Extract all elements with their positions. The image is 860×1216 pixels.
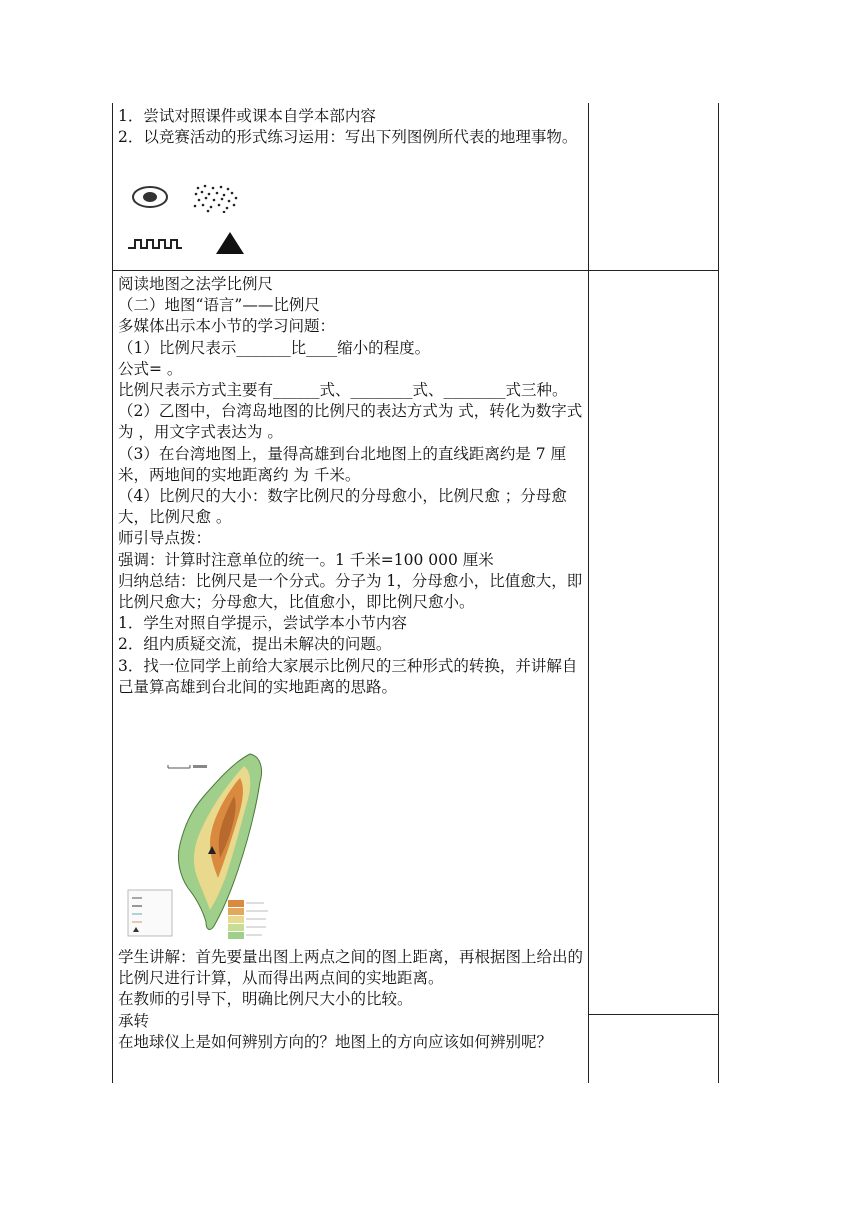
legend-icons-row-2 [128,230,268,262]
text-line: 在教师的引导下，明确比例尺大小的比较。 [118,990,413,1009]
section-heading: 阅读地图之法学比例尺 [118,275,274,293]
question-line: （2）乙图中，台湾岛地图的比例尺的表达方式为 式，转化为数字式为 ，用文字式表达为 。 [118,402,583,442]
map-legend-box [128,890,172,936]
railway-icon [128,240,182,248]
map-elevation-legend [228,900,268,939]
table-row-divider [112,270,719,271]
student-explanation-cell [118,947,584,1053]
legend-icons-row-1 [128,183,268,217]
taiwan-map-image [124,748,286,944]
text-line: 归纳总结：比例尺是一个分式。分子为 1，分母愈小，比值愈大，即比例尺愈大；分母愈大，比值愈小，即比例尺愈小。 [118,571,583,612]
formula-line: 公式= 。 [118,359,183,378]
self-study-cell [118,106,584,148]
text-line: 多媒体出示本小节的学习问题： [118,317,336,336]
table-border-left [112,103,113,1083]
subsection-heading: （二）地图“语言”——比例尺 [118,296,320,315]
table-border-right [718,103,719,1083]
text-line: 强调：计算时注意单位的统一。1 千米=100 000 厘米 [118,550,494,569]
text-line: 1．学生对照自学提示，尝试学本小节内容 [118,614,407,633]
text-line: 2．组内质疑交流，提出未解决的问题。 [118,635,392,654]
question-line: （4）比例尺的大小：数字比例尺的分母愈小，比例尺愈 ；分母愈大，比例尺愈 。 [118,487,567,527]
text-line: 2．以竞赛活动的形式练习运用：写出下列图例所代表的地理事物。 [118,128,578,147]
text-line: 师引导点拨： [118,529,212,548]
map-scale-bar [168,765,207,768]
text-line: 1．尝试对照课件或课本自学本部内容 [118,107,376,125]
text-line: 学生讲解：首先要量出图上两点之间的图上距离，再根据图上给出的比例尺进行计算，从而得出两点间的实地距离。 [118,948,584,988]
scale-study-cell [118,274,584,698]
dotted-area-icon [194,185,238,213]
table-border-middle [588,103,589,1083]
question-line: （3）在台湾地图上，量得高雄到台北地图上的直线距离约是 7 厘米，两地间的实地距离约 为 千米。 [118,444,567,484]
text-line: 在地球仪上是如何辨别方向的？地图上的方向应该如何辨别呢？ [118,1032,553,1051]
table-right-cell-divider [588,1014,719,1015]
text-line: 比例尺表示方式主要有______式、________式、________式三种。 [118,381,568,400]
transition-heading: 承转 [118,1011,150,1030]
text-line: 3．找一位同学上前给大家展示比例尺的三种形式的转换，并讲解自己量算高雄到台北间的实地距离的思路。 [118,656,578,696]
mountain-peak-icon [216,232,244,254]
city-point-icon [133,187,167,207]
question-line: （1）比例尺表示_______比____缩小的程度。 [118,338,431,357]
